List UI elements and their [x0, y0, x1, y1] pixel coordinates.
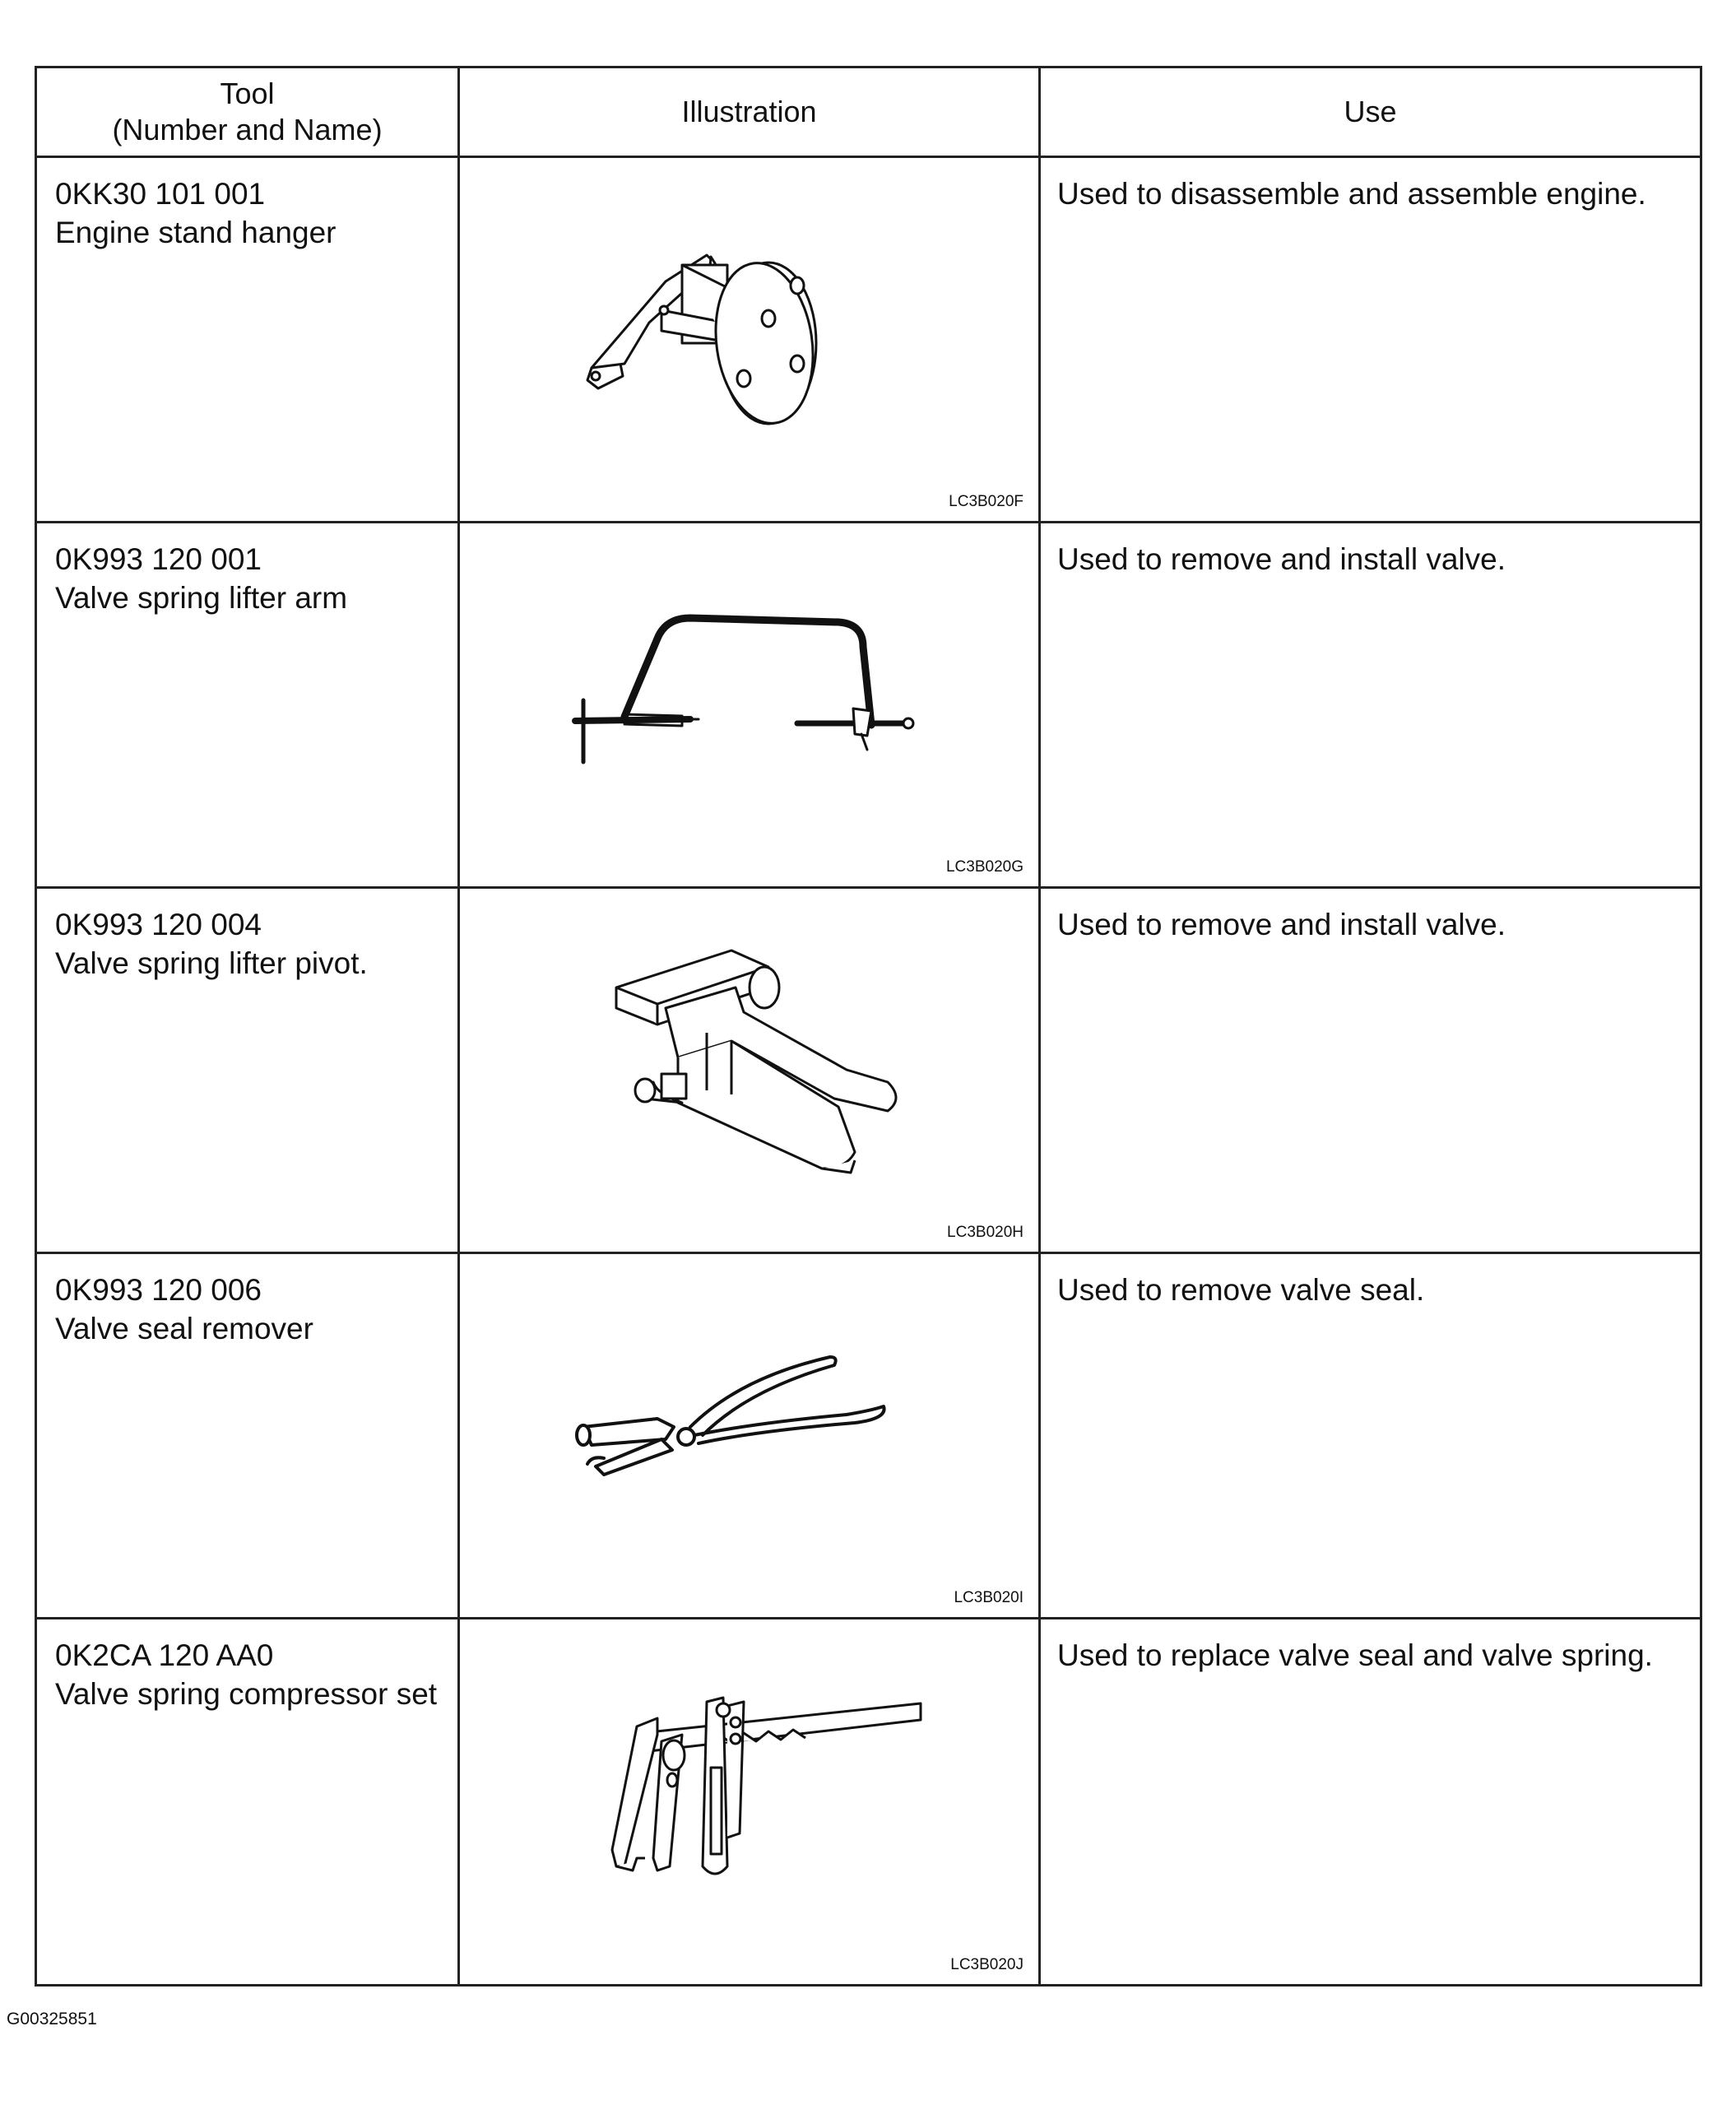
figure-code: LC3B020H: [947, 1224, 1023, 1241]
valve-spring-compressor-set-icon: [460, 1619, 1041, 1987]
figure-code: LC3B020J: [950, 1956, 1023, 1973]
tool-name: Valve spring compressor set: [55, 1677, 438, 1711]
use-cell: Used to remove and install valve.: [1040, 888, 1701, 1253]
table-row: [36, 157, 1701, 523]
table-row: [36, 523, 1701, 888]
illustration-cell: [459, 523, 1040, 888]
valve-spring-lifter-arm-icon: [460, 523, 1041, 889]
valve-spring-lifter-pivot-icon: [460, 889, 1041, 1254]
use-cell: Used to remove valve seal.: [1040, 1253, 1701, 1619]
tool-number: 0K993 120 006: [55, 1273, 262, 1307]
engine-stand-hanger-icon: [460, 158, 1041, 523]
header-tool: Tool (Number and Name): [36, 67, 459, 157]
tool-name: Engine stand hanger: [55, 216, 337, 249]
use-cell: Used to disassemble and assemble engine.: [1040, 157, 1701, 523]
footer-code: G00325851: [7, 2010, 97, 2028]
tool-name: Valve spring lifter arm: [55, 581, 348, 615]
header-illustration: Illustration: [459, 67, 1040, 157]
header-row: [36, 67, 1701, 157]
use-cell: Used to replace valve seal and valve spring.: [1040, 1619, 1701, 1986]
table-row: [36, 1619, 1701, 1986]
table-row: [36, 1253, 1701, 1619]
illustration-cell: [459, 888, 1040, 1253]
tool-cell: [36, 888, 459, 1253]
use-cell: Used to remove and install valve.: [1040, 523, 1701, 888]
tool-number: 0K993 120 004: [55, 908, 262, 941]
tool-cell: [36, 523, 459, 888]
illustration-cell: [459, 1253, 1040, 1619]
figure-code: LC3B020F: [949, 493, 1023, 510]
tool-cell: [36, 157, 459, 523]
tool-number: 0KK30 101 001: [55, 177, 266, 211]
tool-cell: [36, 1253, 459, 1619]
table-row: [36, 888, 1701, 1253]
illustration-cell: [459, 1619, 1040, 1986]
tool-name: Valve seal remover: [55, 1312, 313, 1345]
special-tools-table: [35, 66, 1702, 1987]
tool-name: Valve spring lifter pivot.: [55, 946, 368, 980]
figure-code: LC3B020I: [954, 1589, 1023, 1606]
header-use: Use: [1040, 67, 1701, 157]
figure-code: LC3B020G: [945, 858, 1023, 876]
illustration-cell: [459, 157, 1040, 523]
valve-seal-remover-icon: [460, 1254, 1041, 1619]
tool-number: 0K993 120 001: [55, 542, 262, 576]
tool-number: 0K2CA 120 AA0: [55, 1638, 274, 1672]
tool-cell: [36, 1619, 459, 1986]
